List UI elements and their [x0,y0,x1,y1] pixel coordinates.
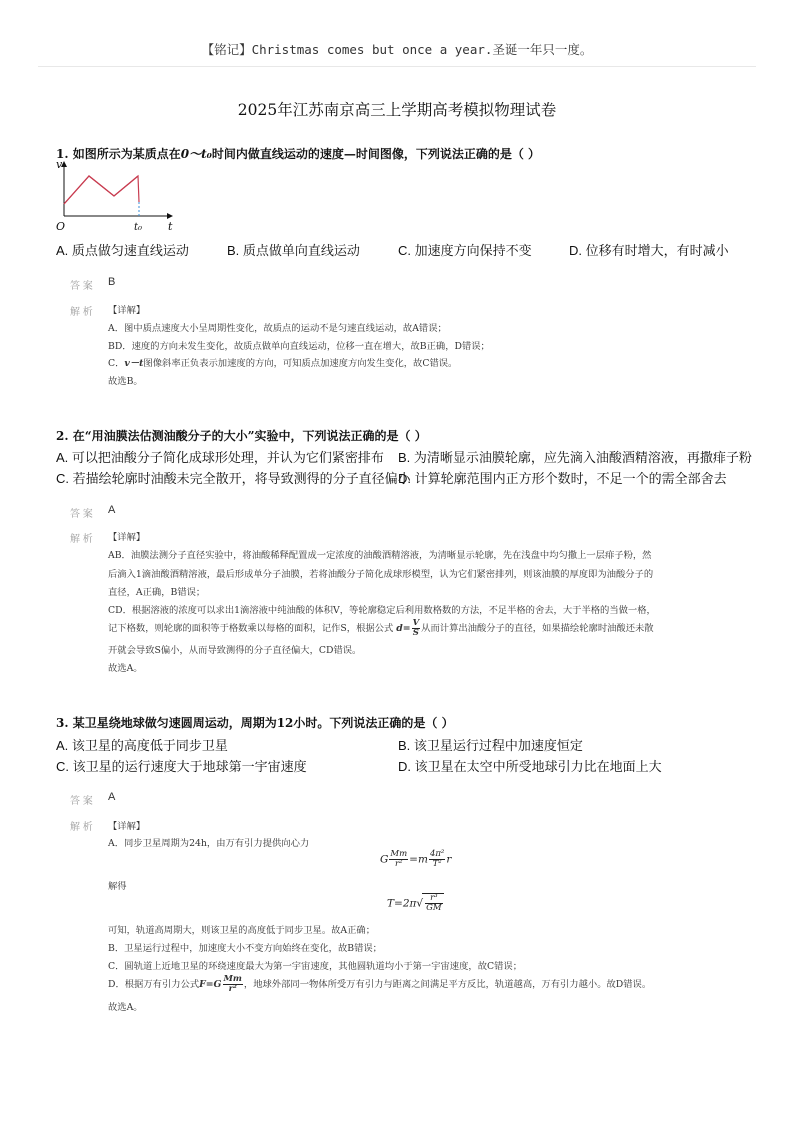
q3-explain-line: A．同步卫星周期为24h，由万有引力提供向心力 [108,838,310,849]
q3-explain-line: 解得 [108,881,127,892]
q1-explain-line: 故选B。 [108,376,143,387]
q1-explain-line: BD．速度的方向未发生变化，故质点做单向直线运动，位移一直在增大，故B正确，D错误； [108,341,490,352]
graph-t0-label: t₀ [134,222,143,233]
question-2-stem: 2. 在“用油膜法估测油酸分子的大小”实验中，下列说法正确的是（ ） [56,429,427,443]
q2-formula-fraction: $\frac{V}{S}$ [412,618,420,638]
velocity-time-graph [54,158,184,238]
question-1-stem-math: 0～t₀ [180,147,212,161]
q2-option-d[interactable]: D. 计算轮廓范围内正方形个数时，不足一个的需全部舍去 [398,471,727,486]
q2-answer-label: 答 案 [70,509,93,520]
graph-velocity-curve [64,176,138,204]
q3-option-b[interactable]: B. 该卫星运行过程中加速度恒定 [398,738,583,753]
q2-option-a[interactable]: A. 可以把油酸分子简化成球形处理，并认为它们紧密排布 [56,450,384,465]
page-header: 【铭记】Christmas comes but once a year.圣诞一年只一度。 [201,42,593,57]
q3-option-d[interactable]: D. 该卫星在太空中所受地球引力比在地面上大 [398,759,662,774]
q3-option-c[interactable]: C. 该卫星的运行速度大于地球第一宇宙速度 [56,759,307,774]
q1-explain-line: C．v－t图像斜率正负表示加速度的方向，可知质点加速度方向发生变化，故C错误。 [108,358,458,369]
q3-option-a[interactable]: A. 该卫星的高度低于同步卫星 [56,738,228,753]
graph-v-label: v [56,158,63,171]
q2-explain-line: 开就会导致S偏小，从而导致测得的分子直径偏大，CD错误。 [108,645,362,656]
page-title: 2025年江苏南京高三上学期高考模拟物理试卷 [237,101,557,119]
q3-explain-line: 【详解】 [108,821,146,832]
q1-answer: B [108,276,116,288]
q2-answer: A [108,504,116,516]
header-divider [38,66,756,67]
q3-answer-label: 答 案 [70,796,93,807]
q3-explain-line: D．根据万有引力公式F=G $\frac{Mm}{\text{r²}}$ ，地球外部同一物体所受万有引力与距离之间满足平方反比，轨道越高，万有引力越小。故D错误。 [108,974,652,994]
q3-equation-gravitation: G $\frac{Mm}{\text{r²}}$ =m $\frac{\text{4π²}}{\text{T²}}$ r [380,849,452,869]
q1-option-d[interactable]: D. 位移有时增大，有时减小 [569,243,729,258]
q1-option-c[interactable]: C. 加速度方向保持不变 [398,243,532,258]
q2-option-b[interactable]: B. 为清晰显示油膜轮廓，应先滴入油酸酒精溶液，再撒痱子粉 [398,450,752,465]
q2-formula-lhs: d [396,622,403,634]
q3-explain-line: B．卫星运行过程中，加速度大小不变方向始终在变化，故B错误； [108,943,382,954]
graph-t-label: t [168,220,173,233]
q2-explain-line: AB．油膜法测分子直径实验中，将油酸稀释配置成一定浓度的油酸酒精溶液，为清晰显示轮廓，先在浅盘中均匀撒上一层痱子粉，然 [108,550,652,561]
q2-explain-line: 记下格数，则轮廓的面积等于格数乘以每格的面积，记作S，根据公式 d= $\frac{V}{S}$ 从而计算出油酸分子的直径，如果描绘轮廓时油酸还未散 [108,618,654,638]
graph-velocity-curve-tail [64,176,139,204]
question-1-stem: 1. 如图所示为某质点在0～t₀时间内做直线运动的速度—时间图像，下列说法正确的是（ ） [56,147,541,161]
q2-explain-line: 直径，A正确，B错误； [108,587,206,598]
q3-answer: A [108,791,116,803]
q1-option-b[interactable]: B. 质点做单向直线运动 [227,243,360,258]
q1-explain-math: v－t [124,358,144,369]
q2-explain-line: CD．根据溶液的浓度可以求出1滴溶液中纯油酸的体积V，等轮廓稳定后利用数格数的方法，不足半格的舍去，大于半格的当做一格， [108,605,656,616]
q3-explain-line: 故选A。 [108,1002,143,1013]
q3-explain-line: 可知，轨道高周期大，则该卫星的高度低于同步卫星。故A正确； [108,925,376,936]
q3-equation-period: T=2π√ $\frac{\text{r³}}{GM}$ [387,893,442,913]
q2-explain-line: 【详解】 [108,532,146,543]
q3-explain-label: 解 析 [70,822,93,833]
q1-option-a[interactable]: A. 质点做匀速直线运动 [56,243,189,258]
q2-explain-label: 解 析 [70,534,93,545]
q2-option-c[interactable]: C. 若描绘轮廓时油酸未完全散开，将导致测得的分子直径偏小 [56,471,411,486]
q1-answer-label: 答 案 [70,281,93,292]
graph-origin-label: O [56,220,66,233]
q1-explain-line: 【详解】 [108,305,146,316]
q2-explain-line: 故选A。 [108,663,143,674]
q2-explain-line: 后滴入1滴油酸酒精溶液，最后形成单分子油膜，若将油酸分子简化成球形模型，认为它们紧密排列，则该油膜的厚度即为油酸分子的 [108,569,654,580]
q3-explain-line: C．圆轨道上近地卫星的环绕速度最大为第一宇宙速度，其他圆轨道均小于第一宇宙速度，故C错误； [108,961,522,972]
q1-explain-line: A．图中质点速度大小呈周期性变化，故质点的运动不是匀速直线运动，故A错误； [108,323,447,334]
question-3-stem: 3. 某卫星绕地球做匀速圆周运动，周期为12小时。下列说法正确的是（ ） [56,716,454,730]
q3-formula-fraction: $\frac{Mm}{\text{r²}}$ [223,974,242,994]
q1-explain-label: 解 析 [70,307,93,318]
